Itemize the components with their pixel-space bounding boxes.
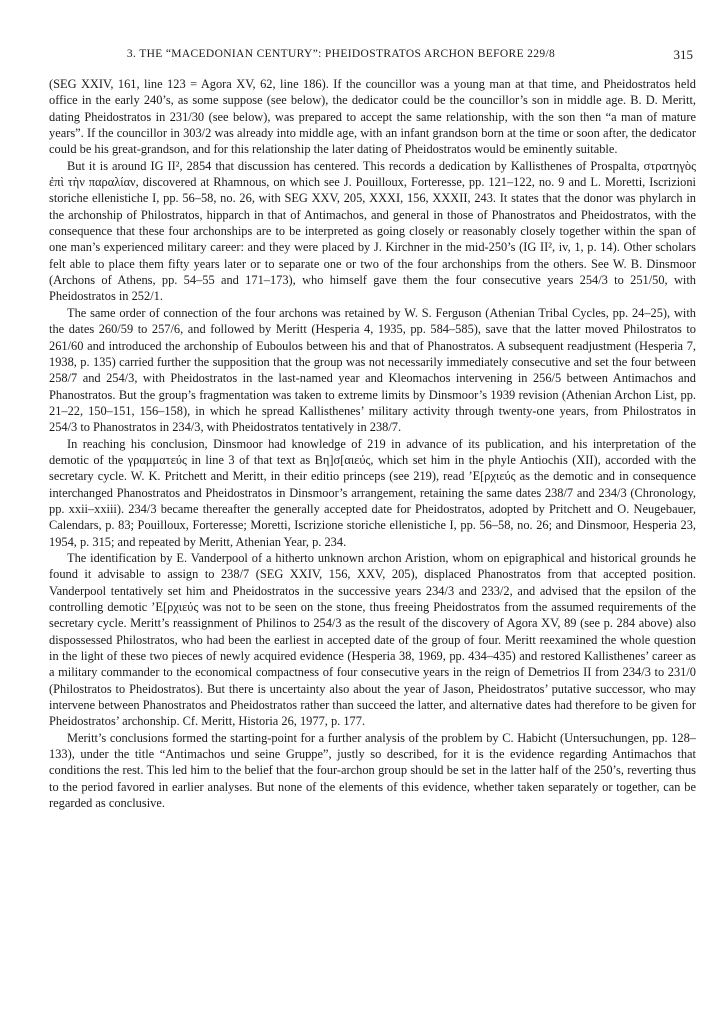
body-text — [49, 76, 696, 811]
paragraph-6: Meritt’s conclusions formed the starting-point for a further analysis of the problem by C. Habicht (Untersuchungen, pp. 128–133), under the title “Antimachos und seine Gruppe”, justly so described, for it is the evidence regarding Antimachos that conditions the rest. This led him to the belief that the four-archon group should be set in the latter half of the 250’s, reverting thus to the period favored in earlier analyses. But none of the elements of this evidence, whether taken separately or together, can be regarded as conclusive. — [49, 730, 696, 811]
paragraph-5: The identification by E. Vanderpool of a hitherto unknown archon Aristion, whom on epigraphical and historical grounds he found it advisable to assign to 238/7 (SEG XXIV, 156, XXV, 205), displaced Phanostratos from that accepted position. Vanderpool tentatively set him and Pheidostratos in the successive years 234/3 and 233/2, and advised that the epsilon of the controlling demotic ’Ε[ρχιεύς was not to be seen on the stone, thus freeing Pheidostratos from the assumed requirements of the secretary cycle. Meritt’s reassignment of Philinos to 254/3 as the result of the discovery of Agora XV, 89 (see p. 284 above) also dispossessed Philostratos, who had been the earliest in accepted date of the group of four. Meritt reexamined the whole question in the light of these two pieces of newly acquired evidence (Hesperia 38, 1969, pp. 434–435) and restored Kallisthenes’ career as a military commander to the economical compactness of four consecutive years in the reign of Demetrios II from 234/3 to 231/0 (Philostratos to Pheidostratos). But there is uncertainty also about the year of Jason, Pheidostratos’ putative successor, who may intervene between Phanostratos and Pheidostratos rather than succeed the latter, and alternative dates had therefore to be given for Pheidostratos’ archonship. Cf. Meritt, Historia 26, 1977, p. 177. — [49, 550, 696, 729]
paragraph-1: (SEG XXIV, 161, line 123 = Agora XV, 62, line 186). If the councillor was a young man at that time, and Pheidostratos held office in the early 240’s, as some suppose (see below), the dedicator could be the councillor’s son in middle age. B. D. Meritt, dating Pheidostratos in 231/30 (see below), was prepared to accept the same relationship, with the son then “a man of mature years”. If the councillor in 303/2 was already into middle age, with an infant grandson born at the time or soon after, the dedicator could be his great-grandson, and for this relationship the later dating of Pheidostratos would be eminently suitable. — [49, 77, 696, 157]
page-number: 315 — [673, 47, 693, 62]
paragraph-4: In reaching his conclusion, Dinsmoor had knowledge of 219 in advance of its publication, and his interpretation of the demotic of the γραμματεύς in line 3 of that text as Bη]σ[αιεύς, which set him in the phyle Antiochis (XII), accorded with the secretary cycle. W. K. Pritchett and Meritt, in their editio princeps (see 219), read ’Ε[ρχιεύς as the demotic and in consequence interchanged Phanostratos and Pheidostratos in Dinsmoor’s arrangement, retaining the same dates 238/7 and 234/3 (Chronology, pp. xxii–xxiii). 234/3 became thereafter the generally accepted date for Pheidostratos, adopted by Pritchett and O. Neugebauer, Calendars, p. 83; Pouilloux, Forteresse; Moretti, Iscrizione storiche ellenistiche I, pp. 56–58, no. 26; and Dinsmoor, Hesperia 23, 1954, p. 315; and repeated by Meritt, Athenian Year, p. 234. — [49, 436, 696, 549]
running-title: 3. THE “MACEDONIAN CENTURY”: PHEIDOSTRATOS ARCHON BEFORE 229/8 — [126, 48, 556, 60]
running-head — [49, 47, 693, 65]
paragraph-3: The same order of connection of the four archons was retained by W. S. Ferguson (Athenian Tribal Cycles, pp. 24–25), with the dates 260/59 to 257/6, and followed by Meritt (Hesperia 4, 1935, pp. 584–585), save that the latter moved Philostratos to 261/60 and introduced the archonship of Euboulos between his and that of Phanostratos. A subsequent readjustment (Hesperia 7, 1938, p. 135) carried further the supposition that the group was not necessarily immediately consecutive and set the four between 258/7 and 254/3, with Pheidostratos in the last-named year and Kleomachos intervening in 256/5 between Antimachos and Phanostratos. But the group’s fragmentation was taken to extreme limits by Dinsmoor’s 1939 revision (Athenian Archon List, pp. 21–22, 150–151, 156–158), in which he spread Kallisthenes’ military activity through twenty-one years, from Philostratos in 254/3 to Phanostratos in 234/3, with Pheidostratos tentatively in 238/7. — [49, 305, 696, 435]
paragraph-2: But it is around IG II², 2854 that discussion has centered. This records a dedication by Kallisthenes of Prospalta, στρατηγὸς ἐπὶ τὴν παραλίαν, discovered at Rhamnous, on which see J. Pouilloux, Forteresse, pp. 121–122, no. 9 and L. Moretti, Iscrizioni storiche ellenistiche I, pp. 56–58, no. 26, with SEG XXV, 205, XXXI, 156, XXXII, 243. It states that the donor was phylarch in the archonship of Philostratos, hipparch in that of Antimachos, and general in those of Phanostratos and Pheidostratos, with the consequence that these four archonships are to be interpreted as going closely or reasonably closely together within the span of one man’s experienced military career: and they were placed by J. Kirchner in the mid-250’s (IG II², iv, 1, p. 14). Other scholars felt able to place them fifty years later or to separate one or two of the four archonships from the others. See W. B. Dinsmoor (Archons of Athens, pp. 54–55 and 171–173), who himself gave them the four consecutive years 254/3 to 251/50, with Pheidostratos in 252/1. — [49, 158, 696, 304]
